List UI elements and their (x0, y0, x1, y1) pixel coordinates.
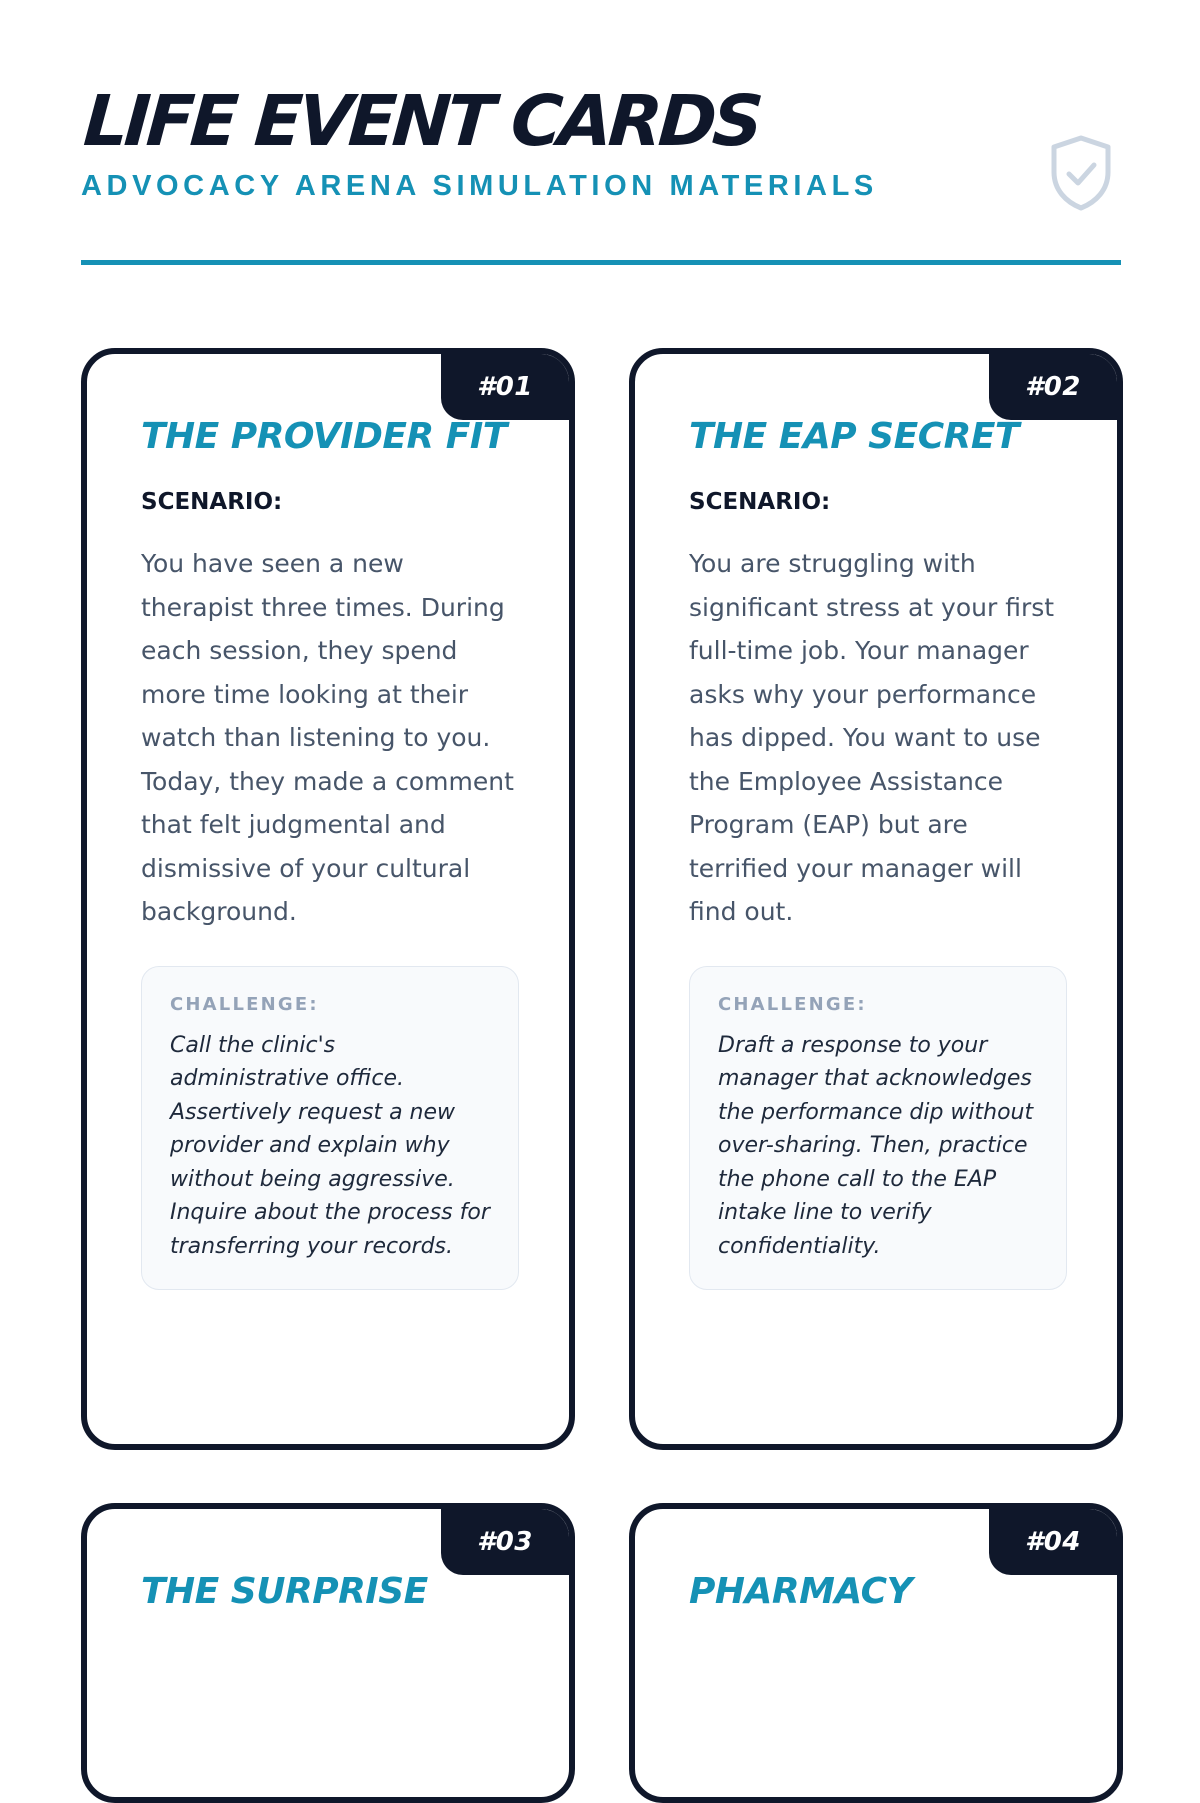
card-title: THE SURPRISE (141, 1571, 428, 1612)
scenario-text: You are struggling with significant stress at your first full-time job. Your manager asks why your performance has dipped. You want to use the Employee Assistance Program (EAP) but are terrified your manager will find out. (689, 549, 1055, 926)
card-number-badge: #03 (441, 1509, 569, 1575)
page-header (81, 78, 1121, 203)
card-number-badge: #02 (989, 354, 1117, 420)
challenge-box (689, 966, 1067, 1291)
card-number-badge: #04 (989, 1509, 1117, 1575)
challenge-text: Draft a response to your manager that acknowledges the performance dip without over-sharing. Then, practice the phone call to the EAP intake line to verify confidentiality. (718, 1032, 1034, 1259)
page-title: LIFE EVENT CARDS (81, 80, 763, 162)
scenario-text: You have seen a new therapist three times. During each session, they spend more time looking at their watch than listening to you. Today, they made a comment that felt judgmental and dismissive of your cultural background. (141, 549, 514, 926)
challenge-label: CHALLENGE: (718, 993, 867, 1015)
life-event-card[interactable] (81, 1503, 575, 1803)
life-event-card[interactable] (81, 348, 575, 1450)
header-divider (81, 260, 1121, 265)
card-title: PHARMACY (689, 1571, 913, 1612)
life-event-card[interactable] (629, 1503, 1123, 1803)
card-title: THE EAP SECRET (689, 416, 1019, 457)
card-number-badge: #01 (441, 354, 569, 420)
challenge-box (141, 966, 519, 1291)
life-event-card[interactable] (629, 348, 1123, 1450)
challenge-label: CHALLENGE: (170, 993, 319, 1015)
card-title: THE PROVIDER FIT (141, 416, 507, 457)
scenario-label: SCENARIO: (141, 489, 283, 515)
scenario-label: SCENARIO: (689, 489, 831, 515)
shield-check-icon (1048, 134, 1114, 212)
page-subtitle: ADVOCACY ARENA SIMULATION MATERIALS (81, 170, 878, 202)
challenge-text: Call the clinic's administrative office. Assertively request a new provider and explain why without being aggressive. Inquire about the process for transferring your records. (170, 1032, 490, 1259)
